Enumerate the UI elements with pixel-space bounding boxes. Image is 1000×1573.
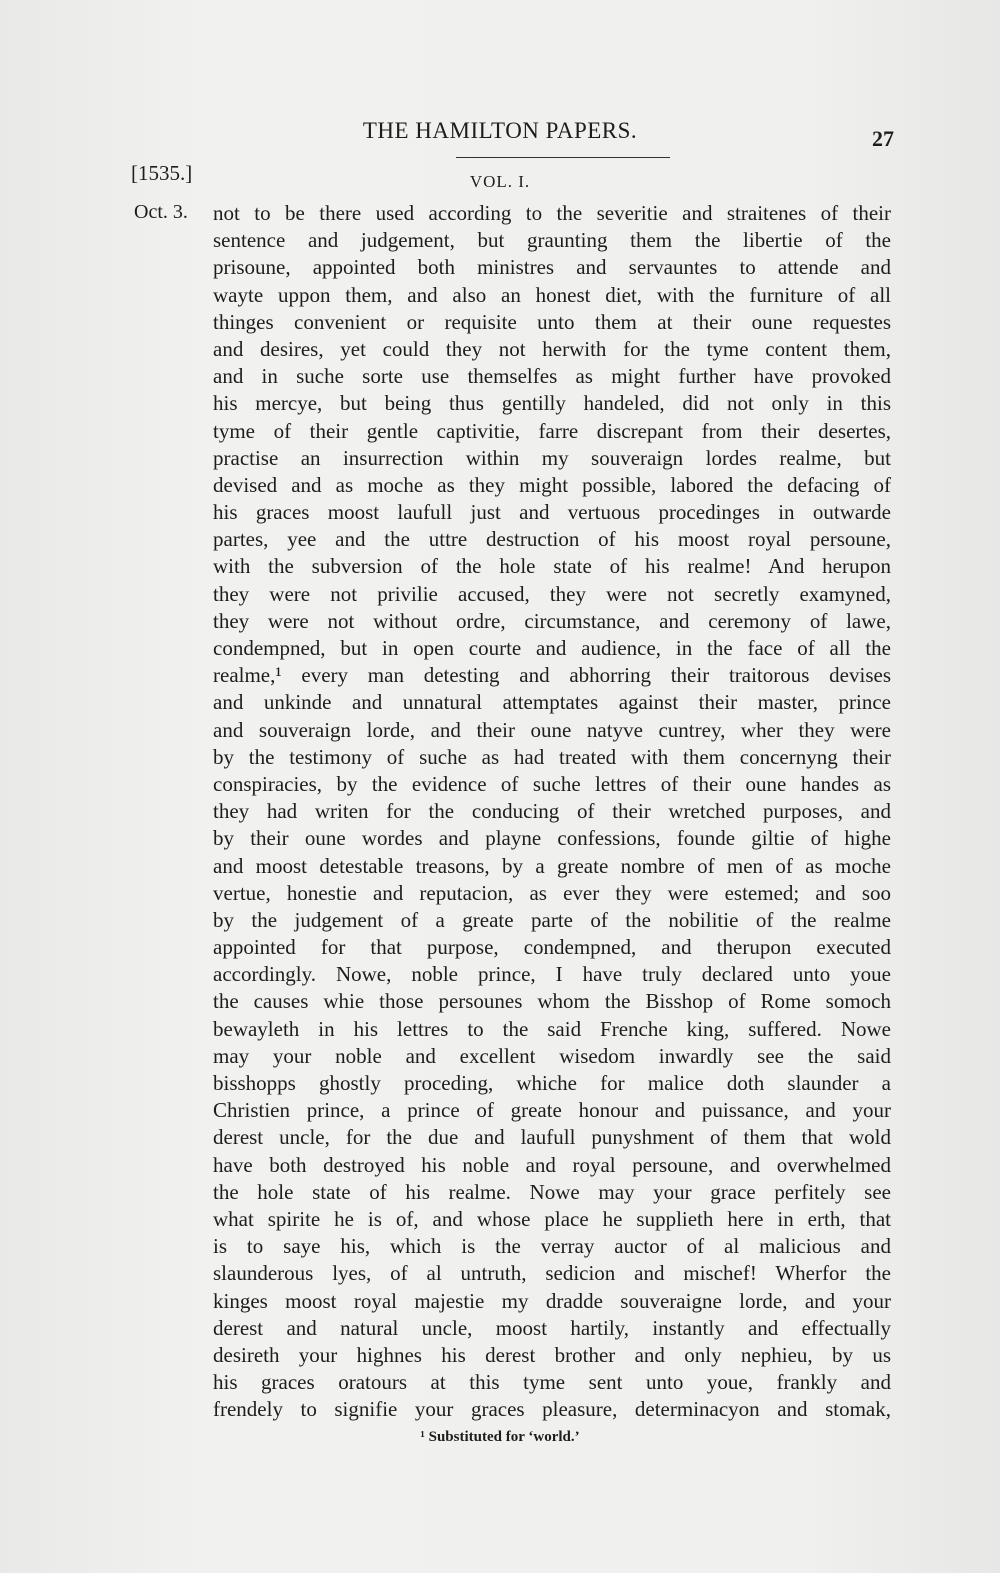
- text-line: bewayleth in his lettres to the said Frenche king, suffered. Nowe: [213, 1016, 891, 1041]
- text-line: with the subversion of the hole state of his realme! And herupon: [213, 554, 891, 579]
- text-line: derest uncle, for the due and laufull punyshment of them that wold: [213, 1125, 891, 1150]
- text-line: accordingly. Nowe, noble prince, I have truly declared unto youe: [213, 962, 891, 987]
- text-line: what spirite he is of, and whose place he supplieth here in erth, that: [213, 1206, 891, 1231]
- text-line: have both destroyed his noble and royal persoune, and overwhelmed: [213, 1152, 891, 1177]
- text-line: they were not privilie accused, they were not secretly examyned,: [213, 581, 891, 606]
- text-line: by the testimony of suche as had treated with them concernyng their: [213, 744, 891, 769]
- text-line: and desires, yet could they not herwith for the tyme content them,: [213, 336, 891, 361]
- text-line: condempned, but in open courte and audience, in the face of all the: [213, 636, 891, 660]
- text-line: sentence and judgement, but graunting them the libertie of the: [213, 228, 891, 253]
- running-title: THE HAMILTON PAPERS.: [362, 118, 638, 143]
- footnote: ¹ Substituted for ‘world.’: [420, 1429, 580, 1445]
- text-line: they had writen for the conducing of their wretched purposes, and: [213, 799, 891, 824]
- year-marker: [1535.]: [131, 161, 193, 185]
- text-line: desireth your highnes his derest brother and only nephieu, by us: [213, 1342, 891, 1367]
- text-line: prisoune, appointed both ministres and servauntes to attende and: [213, 255, 891, 280]
- text-line: realme,¹ every man detesting and abhorring their traitorous devises: [213, 663, 891, 688]
- text-line: the hole state of his realme. Nowe may your grace perfitely see: [213, 1179, 891, 1204]
- text-line: and souveraign lorde, and their oune natyve cuntrey, wher they were: [213, 717, 891, 742]
- text-line: his mercye, but being thus gentilly handeled, did not only in this: [213, 391, 891, 416]
- text-line: practise an insurrection within my souveraign lordes realme, but: [213, 445, 891, 470]
- text-line: the causes whie those persounes whom the Bisshop of Rome somoch: [213, 989, 891, 1014]
- text-line: and moost detestable treasons, by a greate nombre of men of as moche: [213, 853, 891, 878]
- text-line: his graces oratours at this tyme sent unto youe, frankly and: [213, 1370, 891, 1395]
- text-line: frendely to signifie your graces pleasure, determinacyon and stomak,: [213, 1397, 891, 1422]
- text-line: thinges convenient or requisite unto them at their oune requestes: [213, 309, 891, 334]
- text-line: devised and as moche as they might possible, labored the defacing of: [213, 472, 891, 497]
- text-line: wayte uppon them, and also an honest diet, with the furniture of all: [213, 282, 891, 307]
- text-line: they were not without ordre, circumstance, and ceremony of lawe,: [213, 608, 891, 633]
- text-line: his graces moost laufull just and vertuous procedinges in outwarde: [213, 500, 891, 525]
- text-line: by their oune wordes and playne confessions, founde giltie of highe: [213, 826, 891, 851]
- text-line: derest and natural uncle, moost hartily, instantly and effectually: [213, 1315, 891, 1340]
- text-line: not to be there used according to the severitie and straitenes of their: [213, 201, 891, 225]
- text-line: is to saye his, which is the verray auctor of al malicious and: [213, 1234, 891, 1259]
- text-line: appointed for that purpose, condempned, and therupon executed: [213, 935, 891, 960]
- text-line: kinges moost royal majestie my dradde souveraigne lorde, and your: [213, 1288, 891, 1313]
- text-line: slaunderous lyes, of al untruth, sedicion and mischef! Wherfor the: [213, 1261, 891, 1286]
- body-text: [213, 200, 891, 1423]
- margin-date: Oct. 3.: [134, 201, 188, 223]
- volume-label: VOL. I.: [469, 172, 531, 191]
- header-rule: [456, 157, 670, 158]
- text-line: bisshopps ghostly proceding, whiche for malice doth slaunder a: [213, 1071, 891, 1095]
- text-line: vertue, honestie and reputacion, as ever they were estemed; and soo: [213, 880, 891, 905]
- text-line: partes, yee and the uttre destruction of his moost royal persoune,: [213, 527, 891, 552]
- text-line: may your noble and excellent wisedom inwardly see the said: [213, 1043, 891, 1068]
- page-number: 27: [872, 126, 894, 151]
- text-line: by the judgement of a greate parte of the nobilitie of the realme: [213, 907, 891, 932]
- text-line: tyme of their gentle captivitie, farre discrepant from their desertes,: [213, 418, 891, 443]
- text-line: and unkinde and unnatural attemptates against their master, prince: [213, 690, 891, 715]
- text-line: and in suche sorte use themselfes as might further have provoked: [213, 364, 891, 389]
- text-line: Christien prince, a prince of greate honour and puissance, and your: [213, 1098, 891, 1123]
- text-line: conspiracies, by the evidence of suche lettres of their oune handes as: [213, 771, 891, 796]
